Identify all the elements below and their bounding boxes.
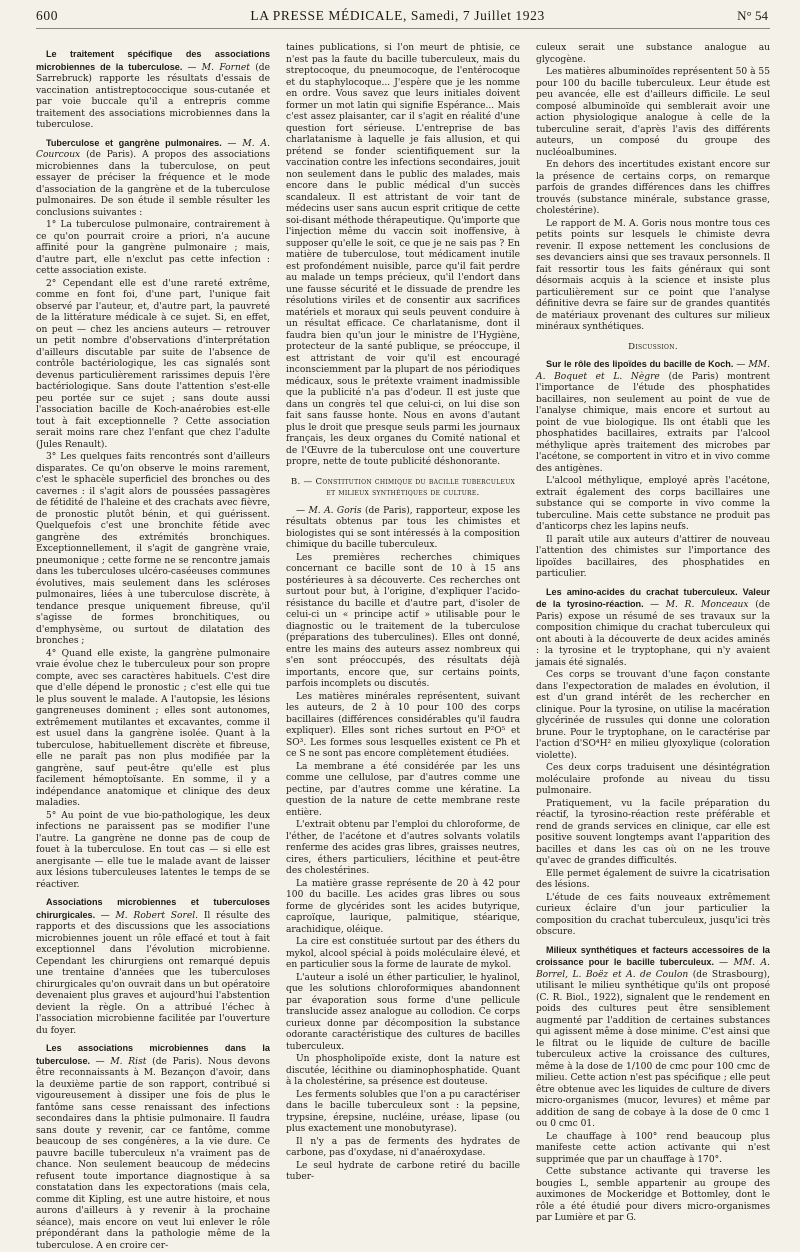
paragraph: L'auteur a isolé un éther particulier, le hyalinol, que les solutions chloroformiques abandonnent par évaporation sous forme d'une pellicule translucide assez analogue au collodion. Ce corps curieux donne par décomposition la substance odorante caractéristique des cultures de bacilles tuberculeux.	[286, 972, 520, 1052]
column-right	[536, 43, 771, 1223]
paragraph: Un phospholipoïde existe, dont la nature est discutée, lécithine ou diaminophosphatide. Quant à la cholestérine, sa présence est douteuse.	[286, 1054, 520, 1087]
paragraph: La membrane a été considérée par les uns comme une cellulose, par d'autres comme une pectine, par d'autres comme une kératine. La question de la nature de cette membrane reste entière.	[286, 761, 520, 818]
paragraph: 2° Cependant elle est d'une rareté extrême, comme en font foi, d'une part, l'unique fait observé par l'auteur, et, d'autre part, la pauvreté de la littérature médicale à ce sujet. Si, en effet, on peut — chez les anciens auteurs — retrouver un petit nombre d'observations d'interprétation d'ailleurs discutable par suite de l'absence de contrôle bactériologique, les cas signalés sont devenus particulièrement rarissimes depuis l'ère bactériologique. Sans doute l'attention s'est-elle peu portée sur ce sujet ; sans doute aussi l'association bacille de Koch-anaérobies est-elle tout à fait exceptionnelle ? Cette association serait moins rare chez l'enfant que chez l'adulte (Jules Renault).	[36, 278, 270, 450]
paragraph: La cire est constituée surtout par des éthers du mykol, alcool spécial à poids moléculaire élevé, et en particulier sous la forme de laurate de mykol.	[286, 937, 520, 970]
article-text: (de Paris) expose un résumé de ses travaux sur la composition chimique du crachat tuberculeux qui ont abouti à la découverte de deux acides aminés : la tyrosine et le tryptophane, qui n'y avaient jamais été signalés.	[536, 600, 770, 668]
paragraph: La matière grasse représente de 20 à 42 pour 100 du bacille. Les acides gras libres ou sous forme de glycérides sont les acides butyrique, caproïque, laurique, palmitique, stéarique, arachidique, oléique.	[286, 878, 520, 935]
paragraph: Le chauffage à 100° rend beaucoup plus manifeste cette action activante qui n'est supprimée que par un chauffage à 170°.	[536, 1131, 770, 1165]
paragraph: Le seul hydrate de carbone retiré du bacille tuber-	[286, 1160, 520, 1182]
article-heading-paragraph	[286, 505, 520, 552]
paragraph: 4° Quand elle existe, la gangrène pulmonaire vraie évolue chez le tuberculeux pour son propre compte, avec ses caractères habituels. C'est dire que d'elle dépend le pronostic ; c'est elle qui tue le plus souvent le malade. A l'autopsie, les lésions gangreneuses dominent ; elles sont autonomes, extrêmement mutilantes et excavantes, comme il est usuel dans la gangrène isolée. Quant à la tuberculose, habituellement discrète et fibreuse, elle ne paraît pas non plus modifiée par la gangrène, sauf peut-être qu'elle est plus facilement hémoptoïsante. En somme, il y a indépendance anatomique et clinique des deux maladies.	[36, 648, 270, 808]
page-header	[36, 8, 770, 29]
article-text: (de Paris), rapporteur, expose les résultats obtenus par tous les chimistes et biologistes qui se sont intéressés à la composition chimique du bacille tuberculeux.	[286, 505, 520, 550]
paragraph: Il n'y a pas de ferments des hydrates de carbone, pas d'oxydase, ni d'anaéroxydase.	[286, 1136, 520, 1158]
page-number: 600	[36, 8, 59, 23]
paragraph: L'étude de ces faits nouveaux extrêmement curieux éclaire d'un jour particulier la composition du crachat tuberculeux, jusqu'ici très obscure.	[536, 892, 770, 937]
article-heading: Associations microbiennes et tuberculoses chirurgicales.	[36, 897, 270, 920]
journal-title: LA PRESSE MÉDICALE, Samedi, 7 Juillet 1923	[250, 8, 545, 23]
article-heading: Les associations microbiennes dans la tuberculose.	[36, 1043, 270, 1066]
article-text: (de Paris). A propos des associations microbiennes dans la tuberculose, on peut essayer de préciser la fréquence et le mode d'association de la gangrène et de la tuberculose pulmonaires. De son étude il semble résulter les conclusions suivantes :	[36, 150, 270, 218]
paragraph: Cette substance activante qui traverse les bougies L, semble appartenir au groupe des auximones de Mockeridge et Bottomley, dont le rôle a été étudié pour divers micro-organismes par Lumière et par G.	[536, 1167, 770, 1223]
paragraph: 5° Au point de vue bio-pathologique, les deux infections ne paraissent pas se modifier l'une l'autre. La gangrène ne donne pas de coup de fouet à la tuberculose. En tout cas — si elle est anergisante — elle tue le malade avant de laisser aux lésions tuberculeuses latentes le temps de se réactiver.	[36, 810, 270, 890]
paragraph: L'alcool méthylique, employé après l'acétone, extrait également des corps bacillaires une substance qui se comporte in vivo comme la tuberculine. Mais cette substance ne produit pas d'anticorps chez les lapins neufs.	[536, 476, 770, 532]
article-text: (de Strasbourg), utilisant le milieu synthétique qu'ils ont proposé (C. R. Biol., 1922), signalent que le rendement en poids des cultures peut être sensiblement augmenté par l'addition de certaines substances qui agissent même à dose minime. C'est ainsi que le filtrat ou le liquide de culture de bacille tuberculeux active la croissance des cultures, même à la dose de 1/100 de cmc pour 100 cmc de milieu. Cette action n'est pas spécifique ; elle peut être obtenue avec les liquides de culture de divers micro-organismes (mucor, levures) et même par addition de sang de cobaye à la dose de 0 cmc 1 ou 0 cmc 01.	[536, 969, 770, 1129]
article-heading: Le traitement spécifique des associations microbiennes de la tuberculose.	[36, 49, 270, 72]
article-author: — M. Rist	[95, 1056, 153, 1067]
paragraph: Pratiquement, vu la facile préparation du réactif, la tyrosino-réaction reste préférable et rend de grands services en clinique, car elle est positive souvent longtemps avant l'apparition des bacilles et dans les cas où on ne les trouve qu'avec de grandes difficultés.	[536, 798, 770, 866]
section-heading: Discussion.	[628, 341, 678, 352]
article-author: — M. Robert Sorel.	[100, 910, 204, 921]
issue-number: N° 54	[737, 8, 768, 23]
paragraph: 3° Les quelques faits rencontrés sont d'ailleurs disparates. Ce qu'on observe le moins rarement, c'est le sphacèle superficiel des bronches ou des cavernes : il s'agit alors de poussées passagères de fétidité de l'haleine et des crachats avec fièvre, de pronostic plutôt bénin, et qui guérissent. Quelquefois c'est une bronchite fétide avec gangrène des extrémités bronchiques. Exceptionnellement, il s'agit de gangrène vraie, pneumonique ; cette forme ne se rencontre jamais dans les tuberculoses ulcéro-caséeuses communes évolutives, mais seulement dans les scléroses pulmonaires, liées à une tuberculose discrète, à tendance presque uniquement fibreuse, qu'il s'agisse de formes bronchitiques, ou d'emphysème, ou surtout de dilatation des bronches ;	[36, 452, 270, 646]
paragraph: Les matières minérales représentent, suivant les auteurs, de 2 à 10 pour 100 des corps bacillaires (différences considérables qu'il faudra expliquer). Elles sont riches surtout en P²O⁵ et SO³. Les formes sous lesquelles existent ce Ph et ce S ne sont pas encore complètement étudiées.	[286, 691, 520, 759]
section-heading: B. — Constitution chimique du bacille tuberculeux et milieux synthétiques de culture.	[290, 476, 516, 498]
article-heading-paragraph	[36, 49, 270, 132]
article-heading-paragraph	[36, 138, 270, 220]
article-author: — M. A. Goris	[296, 505, 365, 516]
paragraph: L'extrait obtenu par l'emploi du chloroforme, de l'éther, de l'acétone et d'autres solvants volatils renferme des acides gras libres, graisses neutres, cires, éthers particuliers, lécithine et peut-être des cholestérines.	[286, 820, 520, 876]
paragraph: Les matières albuminoïdes représentent 50 à 55 pour 100 du bacille tuberculeux. Leur étude est peu avancée, elle est d'ailleurs difficile. Le seul composé albuminoïde qui semblerait avoir une action physiologique analogue à celle de la tuberculine serait, d'après l'avis des différents auteurs, un composé du groupe des nucléoalbumines.	[536, 67, 770, 158]
article-author: — MM. A. Borrel, L. Boëz et A. de Coulon	[536, 958, 770, 980]
text-columns	[36, 43, 771, 1251]
article-text: Il résulte des rapports et des discussions que les associations microbiennes jouent un rôle effacé et tout à fait exceptionnel dans l'évolution microbienne. Cependant les chirurgiens ont remarqué depuis une trentaine d'années que les tuberculoses chirurgicales qu'on ouvrait dans un but opératoire devenaient plus graves et aujourd'hui l'abstention devient la règle. On a attribué l'échec à l'association microbienne facilitée par l'ouverture du foyer.	[36, 910, 270, 1036]
paragraph: En dehors des incertitudes existant encore sur la présence de certains corps, on remarque parfois de grandes différences dans les chiffres trouvés (substance minérale, substance grasse, cholestérine).	[536, 160, 770, 216]
article-author: — M. A. Courcoux	[36, 138, 270, 160]
article-author: — MM. A. Boquet et L. Nègre	[536, 360, 771, 382]
article-heading-paragraph	[536, 587, 770, 670]
column-middle	[286, 43, 520, 1182]
article-author: — M. R. Monceaux	[649, 600, 756, 610]
article-heading-paragraph	[36, 897, 270, 1037]
article-author: — M. Fornet	[187, 62, 256, 73]
continued-paragraph: taines publications, si l'on meurt de phtisie, ce n'est pas la faute du bacille tuberculeux, mais du streptocoque, du pneumocoque, de l'entérocoque et du staphylocoque... J'espère que je les nomme en ordre. Vous savez que leurs initiales doivent former un mot latin qui signifie Espérance... Mais c'est assez plaisanter, car il s'agit en réalité d'une question fort sérieuse. L'entreprise de bas charlatanisme à laquelle je fais allusion, et qui prétend se fonder scientifiquement sur la vaccination contre les infections secondaires, jouit non seulement dans le public des malades, mais encore dans le public médical d'un succès scandaleux. Il est attristant de voir tant de médecins user sans aucun esprit critique de cette soi-disant méthode thérapeutique. Qu'importe que l'injection même du vaccin soit inoffensive, à supposer qu'elle le soit, ce que je ne sais pas ? En matière de tuberculose, tout médicament inutile est profondément nuisible, parce qu'il fait perdre au malade un temps précieux, qu'il l'endort dans une fausse sécurité et le dissuade de prendre les résolutions viriles et de consentir aux sacrifices matériels et moraux qui seuls peuvent conduire à un résultat efficace. Ce charlatanisme, dont il faudra bien qu'un jour le ministre de l'Hygiène, protecteur de la santé publique, se préoccupe, il est attristant de voir qu'il est encouragé inconsciemment par la plupart de nos périodiques médicaux, sous le prétexte vraiment inadmissible que la publicité n'a pas d'odeur. Il est juste que dans un congrès tel que celui-ci, on lui dise son fait sans fausse honte. Nous en avons d'autant plus le droit que presque seuls parmi les journaux français, les deux organes du Comité national et de l'Œuvre de la tuberculose ont une couverture propre, nette de toute publicité déshonorante.	[286, 43, 520, 467]
column-left	[36, 43, 271, 1251]
article-heading-paragraph	[536, 945, 770, 1131]
article-heading: Milieux synthétiques et facteurs accessoires de la croissance pour le bacille tuberculeux.	[536, 944, 770, 967]
article-heading-paragraph	[36, 1043, 270, 1252]
article-heading-paragraph	[536, 359, 770, 475]
paragraph: 1° La tuberculose pulmonaire, contrairement à ce qu'on pourrait croire a priori, n'a aucune affinité pour la gangrène pulmonaire ; mais, d'autre part, elle n'exclut pas cette infection : cette association existe.	[36, 220, 270, 276]
paragraph: Elle permet également de suivre la cicatrisation des lésions.	[536, 868, 770, 890]
paragraph: Les ferments solubles que l'on a pu caractériser dans le bacille tuberculeux sont : la pepsine, trypsine, érepsine, nucléine, uréase, lipase (ou plus exactement une monobutyrase).	[286, 1089, 520, 1134]
paragraph: Ces corps se trouvant d'une façon constante dans l'expectoration de malades en évolution, il est d'un grand intérêt de les rechercher en clinique. Pour la tyrosine, on utilise la macération glycérinée de russules qui donne une coloration brune. Pour le tryptophane, on le caractérise par l'action d'SO⁴H² en milieu glyoxylique (coloration violette).	[536, 670, 770, 761]
paragraph: Le rapport de M. A. Goris nous montre tous ces petits points sur lesquels le chimiste devra revenir. Il expose nettement les conclusions de ses devanciers ainsi que ses travaux personnels. Il fait ressortir tous les faits généraux qui sont désormais acquis à la science et insiste plus particulièrement sur ce point que l'analyse définitive devra se faire sur de grandes quantités de matériaux provenant des cultures sur milieux minéraux synthétiques.	[536, 218, 770, 332]
article-heading: Tuberculose et gangrène pulmonaires.	[46, 137, 228, 148]
paragraph: Il paraît utile aux auteurs d'attirer de nouveau l'attention des chimistes sur l'importance des lipoïdes bacillaires, des phosphatides en particulier.	[536, 534, 770, 579]
article-text: (de Sarrebruck) rapporte les résultats d'essais de vaccination antistreptococcique sous-cutanée et par voie buccale qu'il a entrepris comme traitement des associations microbiennes dans la tuberculose.	[36, 62, 271, 130]
paragraph: Les premières recherches chimiques concernant ce bacille sont de 10 à 15 ans postérieures à sa découverte. Ces recherches ont surtout pour but, à l'origine, d'expliquer l'acido-résistance du bacille et d'autre part, d'isoler de celui-ci un « principe actif » utilisable pour le diagnostic ou le traitement de la tuberculose (préparations des tuberculines). Elles ont donné, entre les mains des auteurs assez nombreux qui s'en sont préoccupés, des résultats déjà importants, encore que, sur certains points, parfois incomplets ou discutés.	[286, 552, 520, 689]
article-text: (de Paris) montrent l'importance de l'étude des phosphatides bacillaires, non seulement au point de vue de l'analyse chimique, mais encore et surtout au point de vue biologique. Ils ont établi que les phosphatides bacillaires, extraits par l'alcool méthylique après traitement des microbes par l'acétone, se comportent in vitro et in vivo comme des antigènes.	[536, 371, 771, 474]
article-text: (de Paris). Nous devons être reconnaissants à M. Bezançon d'avoir, dans la deuxième partie de son rapport, contribué si vigoureusement à dissiper une fois de plus le fantôme sans cesse renaissant des infections secondaires dans la phtisie pulmonaire. Il faudra sans doute y revenir, car ce fantôme, comme beaucoup de ses congénères, a la vie dure. Ce pauvre bacille tuberculeux n'a vraiment pas de chance. Non seulement beaucoup de médecins refusent toute importance diagnostique à sa constatation dans les expectorations (mais cela, comme dit Kipling, est une autre histoire, et nous aurons d'ailleurs à y revenir à la prochaine séance), mais encore on veut lui enlever le rôle prépondérant dans la pathologie même de la tuberculose. A en croire cer-	[36, 1056, 270, 1251]
article-heading: Les amino-acides du crachat tuberculeux. Valeur de la tyrosino-réaction.	[536, 586, 770, 609]
paragraph: Ces deux corps traduisent une désintégration moléculaire profonde au niveau du tissu pulmonaire.	[536, 763, 770, 796]
article-heading: Sur le rôle des lipoïdes du bacille de Koch.	[546, 359, 737, 369]
continued-paragraph: culeux serait une substance analogue au glycogène.	[536, 43, 770, 65]
